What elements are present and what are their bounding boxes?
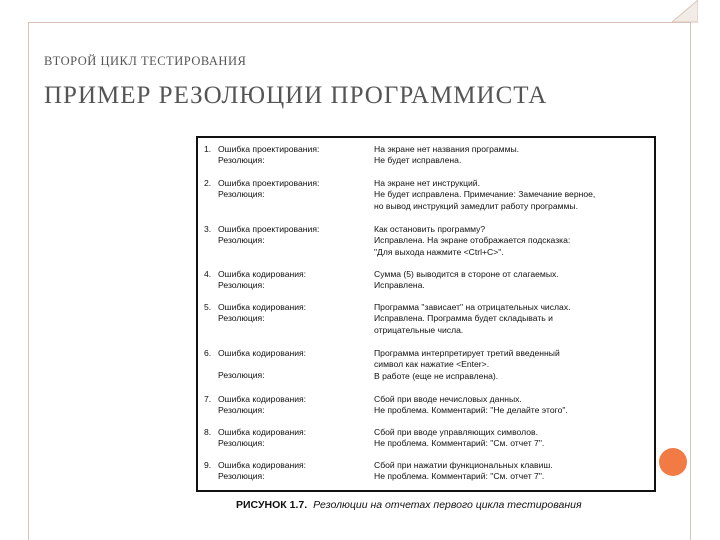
resolution-label: Резолюция:	[218, 370, 265, 381]
scanned-bug-report-table	[196, 136, 656, 492]
resolution-label: Резолюция:	[218, 405, 265, 416]
figure-caption-text: Резолюции на отчетах первого цикла тестирования	[313, 499, 582, 511]
accent-circle	[659, 448, 687, 476]
frame-left-line	[28, 22, 29, 540]
problem-text: Программа интерпретирует третий введенный	[374, 348, 560, 358]
problem-text: Программа "зависает" на отрицательных числах.	[374, 302, 571, 312]
row-number: 1.	[204, 144, 212, 154]
problem-text: Сбой при нажатии функциональных клавиш.	[374, 460, 553, 470]
resolution-label: Резолюция:	[218, 189, 265, 200]
resolution-text: Не проблема. Комментарий: "Не делайте этого".	[374, 405, 568, 416]
row-number: 6.	[204, 348, 212, 358]
resolution-label: Резолюция:	[218, 438, 265, 449]
resolution-label: Резолюция:	[218, 235, 265, 246]
error-type: Ошибка проектирования:	[218, 178, 320, 188]
frame-top-line	[28, 22, 690, 23]
problem-text: На экране нет названия программы.	[374, 144, 520, 154]
error-type: Ошибка кодирования:	[218, 427, 307, 437]
resolution-text: В работе (еще не исправлена).	[374, 370, 499, 381]
error-type: Ошибка кодирования:	[218, 348, 307, 358]
frame-right-line	[690, 22, 691, 540]
error-type: Ошибка проектирования:	[218, 224, 320, 234]
problem-text: Как остановить программу?	[374, 224, 486, 234]
error-type: Ошибка кодирования:	[218, 460, 307, 470]
resolution-text: отрицательные числа.	[374, 324, 464, 335]
error-type: Ошибка кодирования:	[218, 269, 307, 279]
problem-text: На экране нет инструкций.	[374, 178, 480, 188]
resolution-text: но вывод инструкций замедлит работу программы.	[374, 200, 578, 211]
resolution-label: Резолюция:	[218, 280, 265, 291]
slide-title: ПРИМЕР РЕЗОЛЮЦИИ ПРОГРАММИСТА	[44, 82, 548, 109]
resolution-text: Не проблема. Комментарий: "См. отчет 7".	[374, 471, 545, 482]
error-type: Ошибка кодирования:	[218, 394, 307, 404]
row-number: 8.	[204, 427, 212, 437]
problem-text: Сбой при вводе нечисловых данных.	[374, 394, 522, 404]
slide-subtitle: ВТОРОЙ ЦИКЛ ТЕСТИРОВАНИЯ	[44, 54, 247, 68]
row-number: 7.	[204, 394, 212, 404]
resolution-text: Не проблема. Комментарий: "См. отчет 7".	[374, 438, 545, 449]
resolution-text: Исправлена. Программа будет складывать и	[374, 313, 553, 324]
row-number: 3.	[204, 224, 212, 234]
error-type: Ошибка кодирования:	[218, 302, 307, 312]
resolution-text: Не будет исправлена. Примечание: Замечание верное,	[374, 189, 596, 200]
resolution-text: "Для выхода нажмите <Ctrl+C>".	[374, 246, 504, 257]
problem-text: символ как нажатие <Enter>.	[374, 359, 490, 370]
row-number: 2.	[204, 178, 212, 188]
resolution-label: Резолюция:	[218, 471, 265, 482]
row-number: 4.	[204, 269, 212, 279]
resolution-text: Не будет исправлена.	[374, 155, 462, 166]
page-curl-corner	[672, 0, 720, 48]
row-number: 5.	[204, 302, 212, 312]
resolution-text: Исправлена.	[374, 280, 425, 291]
row-number: 9.	[204, 460, 212, 470]
resolution-label: Резолюция:	[218, 155, 265, 166]
problem-text: Сумма (5) выводится в стороне от слагаемых.	[374, 269, 559, 279]
problem-text: Сбой при вводе управляющих символов.	[374, 427, 538, 437]
figure-caption	[236, 499, 582, 511]
resolution-label: Резолюция:	[218, 313, 265, 324]
resolution-text: Исправлена. На экране отображается подсказка:	[374, 235, 571, 246]
figure-caption-label: РИСУНОК 1.7.	[236, 499, 308, 511]
error-type: Ошибка проектирования:	[218, 144, 320, 154]
